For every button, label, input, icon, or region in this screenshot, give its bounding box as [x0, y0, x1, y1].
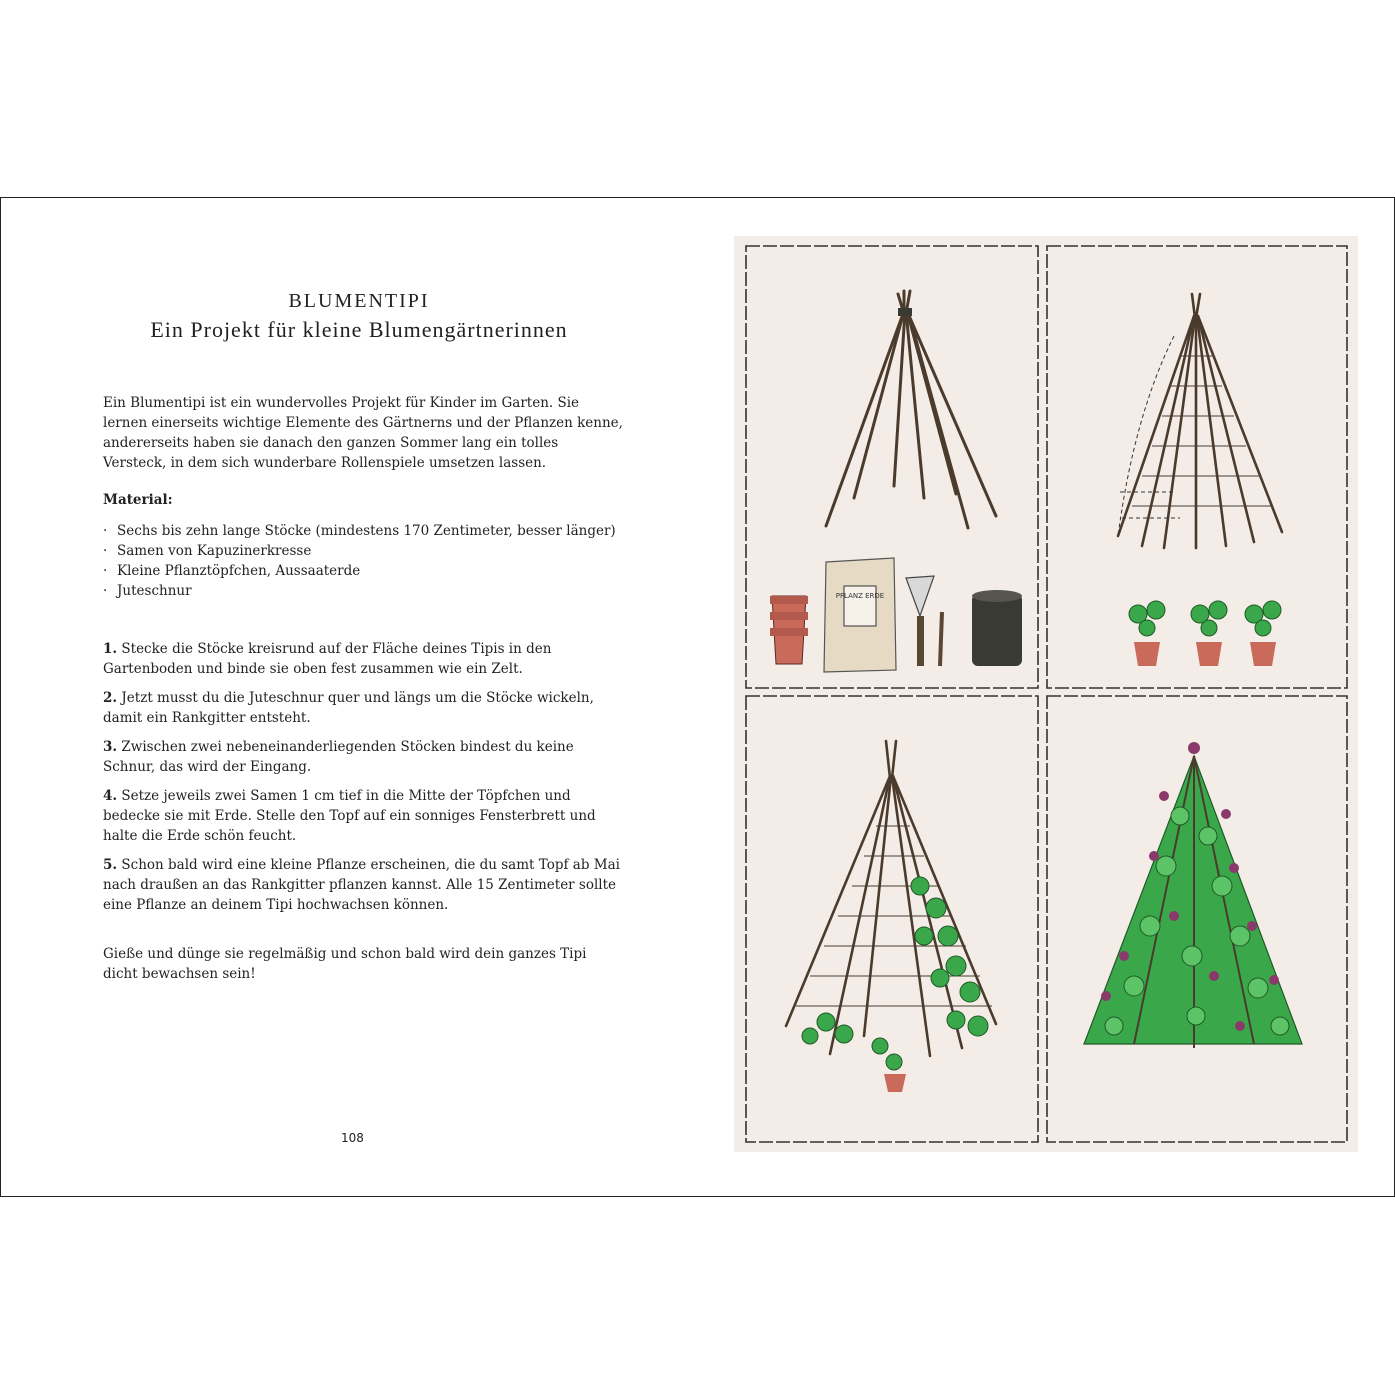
stacked-pots — [770, 596, 808, 664]
page-subtitle: Ein Projekt für kleine Blumengärtnerinnen — [150, 317, 568, 342]
page-number: 108 — [341, 1131, 364, 1145]
step-text: Jetzt musst du die Juteschnur quer und längs um die Stöcke wickeln, damit ein Rankgitter entsteht. — [103, 690, 594, 726]
material-list — [103, 521, 616, 601]
step-text: Stecke die Stöcke kreisrund auf der Fläche deines Tipis in den Gartenboden und binde sie oben fest zusammen wie ein Zelt. — [103, 641, 552, 677]
step-number: 5. — [103, 857, 118, 873]
book-spread — [0, 197, 1395, 1197]
step-text: Schon bald wird eine kleine Pflanze erscheinen, die du samt Topf ab Mai nach draußen an das Rankgitter pflanzen kannst. Alle 15 Zentimeter sollte eine Pflanze an deinem Tipi hochwachsen können. — [103, 857, 620, 913]
panel3-sticks — [786, 741, 996, 1056]
closing-paragraph: Gieße und dünge sie regelmäßig und schon bald wird dein ganzes Tipi dicht bewachsen sein! — [103, 946, 587, 982]
twine-roll — [972, 590, 1022, 666]
list-item: · Kleine Pflanztöpfchen, Aussaaterde — [103, 561, 616, 581]
list-item: · Sechs bis zehn lange Stöcke (mindestens 170 Zentimeter, besser länger) — [103, 521, 616, 541]
page-title: BLUMENTIPI — [288, 290, 430, 312]
step-3 — [103, 737, 623, 777]
left-page — [1, 198, 701, 1196]
list-item: · Juteschnur — [103, 581, 616, 601]
seedling-pots — [1129, 601, 1281, 666]
illustration-svg — [734, 236, 1358, 1152]
intro-paragraph: Ein Blumentipi ist ein wundervolles Projekt für Kinder im Garten. Sie lernen einerseits wichtige Elemente des Gärtnerns und der Pflanzen kenne, andererseits haben sie danach den ganzen Sommer lang ein tolles Versteck, in dem sich wunderbare Rollenspiele umsetzen lassen. — [103, 395, 623, 471]
step-4 — [103, 786, 623, 846]
panel1-sticks — [826, 291, 996, 528]
step-number: 1. — [103, 641, 118, 657]
list-item: · Samen von Kapuzinerkresse — [103, 541, 616, 561]
panel2-sticks — [1118, 294, 1282, 548]
step-1 — [103, 639, 623, 679]
step-2 — [103, 688, 623, 728]
trowel — [906, 576, 942, 666]
material-heading: Material: — [103, 492, 173, 508]
step-number: 2. — [103, 690, 118, 706]
panel1-binding — [898, 308, 912, 316]
step-text: Setze jeweils zwei Samen 1 cm tief in die Mitte der Töpfchen und bedecke sie mit Erde. Stelle den Topf auf ein sonniges Fensterbrett und halte die Erde schön feucht. — [103, 788, 596, 844]
steps-list — [103, 639, 623, 924]
step-text: Zwischen zwei nebeneinanderliegenden Stöcken bindest du keine Schnur, das wird der Eingang. — [103, 739, 574, 775]
panel3-grid — [796, 826, 992, 1006]
soil-bag — [824, 558, 896, 672]
step-number: 3. — [103, 739, 118, 755]
tipi-illustration — [734, 236, 1358, 1152]
step-number: 4. — [103, 788, 118, 804]
step-5 — [103, 855, 623, 915]
bag-label: PFLANZ ERDE — [835, 592, 885, 600]
panel3-pot — [884, 1074, 906, 1092]
